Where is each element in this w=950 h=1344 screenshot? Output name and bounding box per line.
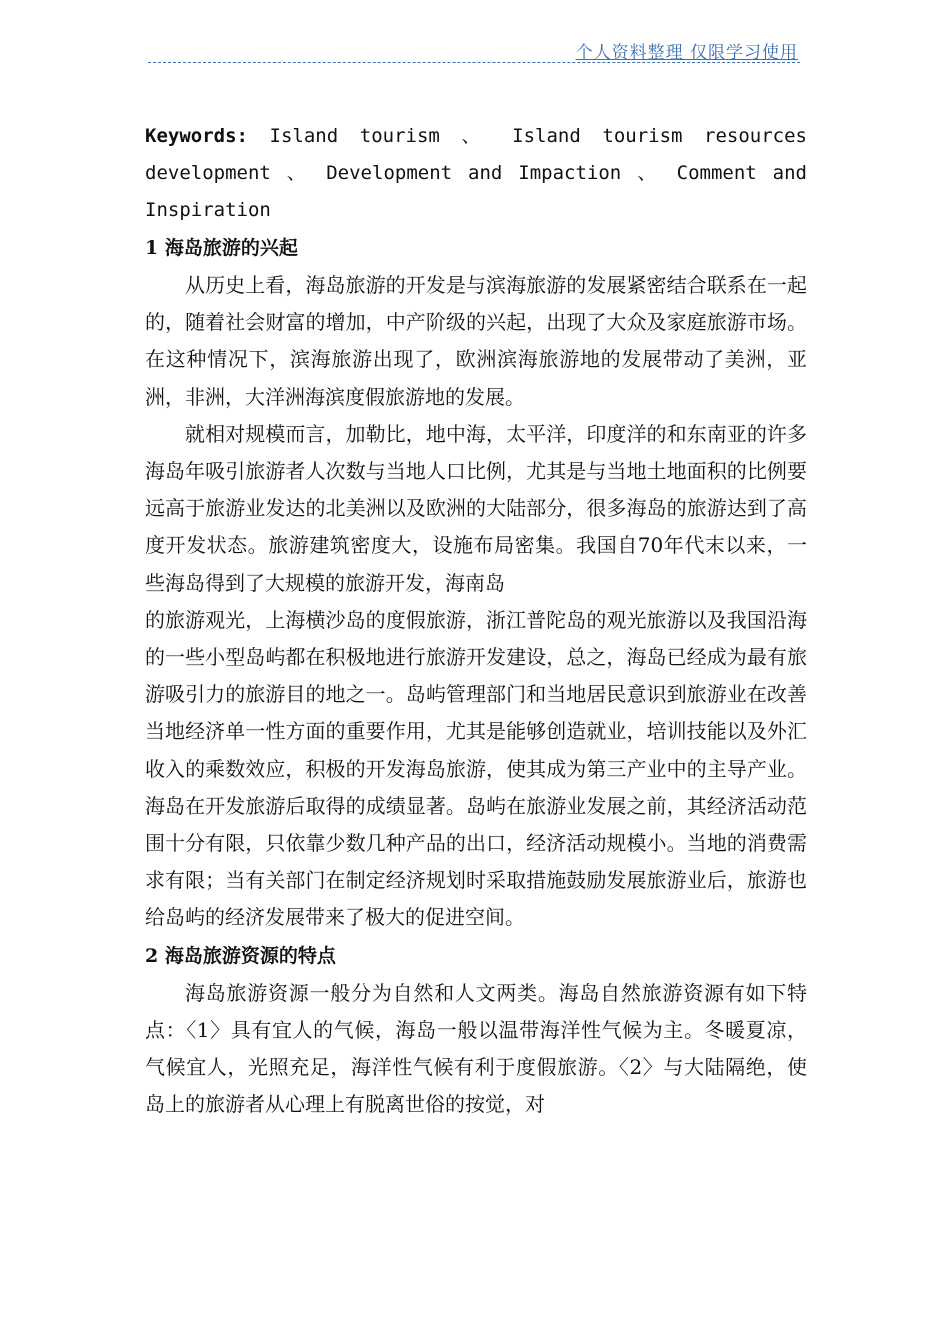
paragraph: 海岛旅游资源一般分为自然和人文两类。海岛自然旅游资源有如下特点：〈1〉具有宜人的气候，海岛一般以温带海洋性气候为主。冬暖夏凉，气候宜人，光照充足，海洋性气候有利于度假旅游。〈2〉与大陆隔绝，使岛上的旅游者从心理上有脱离世俗的按觉，对 <box>145 980 807 1117</box>
section-heading-2: 2 海岛旅游资源的特点 <box>145 944 336 967</box>
paragraph: 的旅游观光，上海横沙岛的度假旅游，浙江普陀岛的观光旅游以及我国沿海的一些小型岛屿都在积极地进行旅游开发建设，总之，海岛已经成为最有旅游吸引力的旅游目的地之一。岛屿管理部门和当地居民意识到旅游业在改善当地经济单一性方面的重要作用，尤其是能够创造就业，培训技能以及外汇收入的乘数效应，积极的开发海岛旅游，使其成为第三产业中的主导产业。海岛在开发旅游后取得的成绩显著。岛屿在旅游业发展之前，其经济活动范围十分有限，只依靠少数几种产品的出口，经济活动规模小。当地的消费需求有限；当有关部门在制定经济规划时采取措施鼓励发展旅游业后，旅游也给岛屿的经济发展带来了极大的促进空间。 <box>145 607 807 930</box>
keywords-line <box>145 118 807 229</box>
keywords-text: Island tourism 、 Island tourism resources development 、 Development and Impaction 、 Comment and Inspiration <box>145 125 807 221</box>
keywords-label: Keywords: <box>145 125 248 147</box>
paragraph: 从历史上看，海岛旅游的开发是与滨海旅游的发展紧密结合联系在一起的，随着社会财富的增加，中产阶级的兴起，出现了大众及家庭旅游市场。在这种情况下，滨海旅游出现了，欧洲滨海旅游地的发展带动了美洲，亚洲，非洲，大洋洲海滨度假旅游地的发展。 <box>145 273 807 409</box>
document-body <box>145 118 807 1123</box>
section-heading-1: 1 海岛旅游的兴起 <box>145 237 298 259</box>
page-header <box>148 38 800 63</box>
paragraph: 就相对规模而言，加勒比，地中海，太平洋，印度洋的和东南亚的许多海岛年吸引旅游者人次数与当地人口比例，尤其是与当地土地面积的比例要远高于旅游业发达的北美洲以及欧洲的大陆部分，很多海岛的旅游达到了高度开发状态。旅游建筑密度大，设施布局密集。我国自70年代末以来，一些海岛得到了大规模的旅游开发，海南岛 <box>145 421 807 595</box>
header-text: 个人资料整理 仅限学习使用 <box>575 43 798 63</box>
